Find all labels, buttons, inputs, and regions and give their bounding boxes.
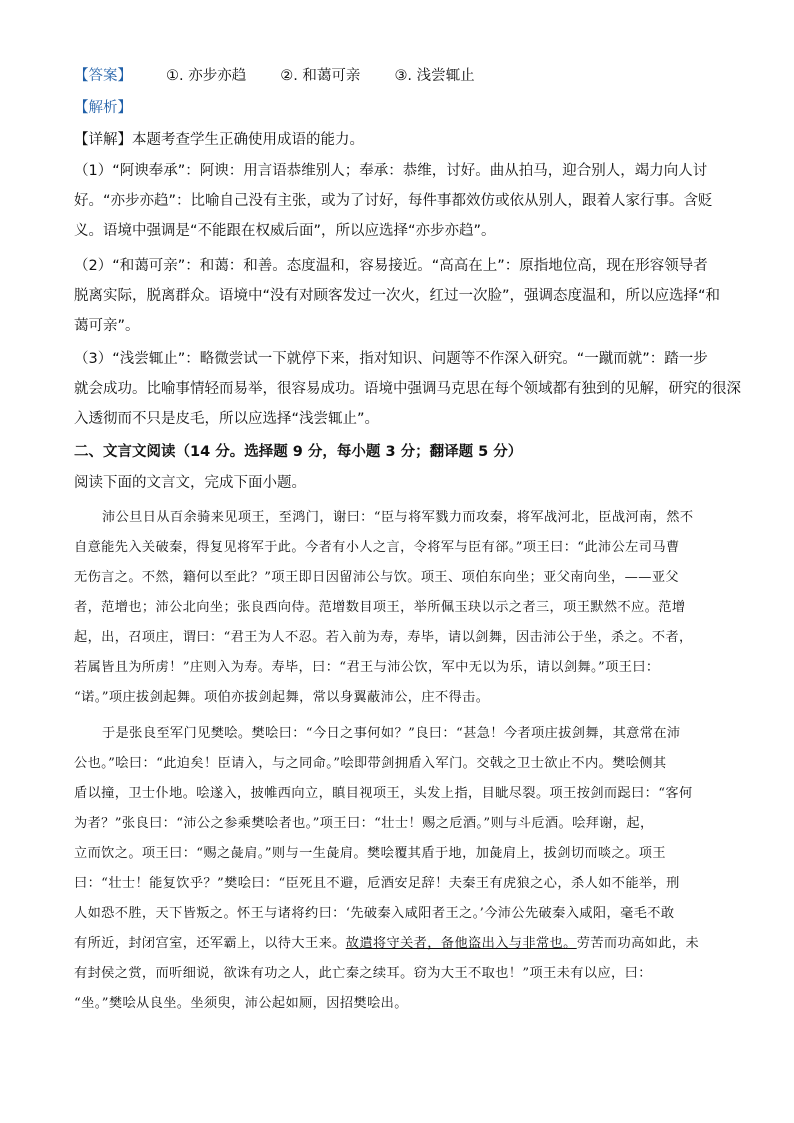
passage-p2-line-8-start: 有所近，封闭宫室，还军霸上，以待大王来。 — [74, 936, 346, 951]
passage-p1-line-6: 若属皆且为所虏！”庄则入为寿。寿毕，曰：“君王与沛公饮，军中无以为乐，请以剑舞。”项王曰： — [74, 660, 660, 675]
detail-label: 【详解】 — [74, 132, 132, 148]
passage-p2-line-6: 曰：“壮士！能复饮乎？”樊哙曰：“臣死且不避，卮酒安足辞！夫秦王有虎狼之心，杀人如不能举，刑 — [74, 876, 680, 891]
passage-p1-line-7: “诺。”项庄拔剑起舞。项伯亦拔剑起舞，常以身翼蔽沛公，庄不得击。 — [74, 690, 490, 705]
detail-p1-line-3: 义。语境中强调是“不能跟在权威后面”，所以应选择“亦步亦趋”。 — [74, 223, 496, 239]
detail-p1-line-1: （1）“阿谀奉承”：阿谀：用言语恭维别人；奉承：恭维，讨好。曲从拍马，迎合别人，竭力向人讨 — [74, 163, 708, 179]
detail-p2-line-2: 脱离实际，脱离群众。语境中“没有对顾客发过一次火，红过一次脸”，强调态度温和，所以应选择“和 — [74, 288, 721, 304]
answer-item-3: ③. 浅尝辄止 — [394, 68, 475, 84]
detail-intro: 本题考查学生正确使用成语的能力。 — [132, 132, 364, 148]
detail-intro-line — [74, 130, 734, 150]
detail-p1-line-2: 好。“亦步亦趋”：比喻自己没有主张，或为了讨好，每件事都效仿或依从别人，跟着人家行事。含贬 — [74, 193, 713, 209]
passage-p2-line-3: 盾以撞，卫士仆地。哙遂入，披帷西向立，瞋目视项王，头发上指，目眦尽裂。项王按剑而跽曰：“客何 — [74, 786, 693, 801]
passage-p1-line-5: 起，出，召项庄，谓曰：“君王为人不忍。若入前为寿，寿毕，请以剑舞，因击沛公于坐，杀之。不者， — [74, 630, 693, 645]
passage-p1-line-4: 者，范增也；沛公北向坐；张良西向侍。范增数目项王，举所佩玉玦以示之者三，项王默然不应。范增 — [74, 600, 686, 615]
underlined-translation-sentence: 故遣将守关者，备他盗出入与非常也。 — [345, 936, 577, 951]
section-instruction: 阅读下面的文言文，完成下面小题。 — [74, 475, 306, 491]
detail-p2-line-3: 蔼可亲”。 — [74, 318, 140, 334]
detail-p3-line-2: 就会成功。比喻事情轻而易举，很容易成功。语境中强调马克思在每个领域都有独到的见解，研究的很深 — [74, 381, 741, 397]
passage-p1-line-3: 无伤言之。不然，籍何以至此？”项王即日因留沛公与饮。项王、项伯东向坐；亚父南向坐，——亚父 — [74, 570, 679, 585]
passage-p2-line-9: 有封侯之赏，而听细说，欲诛有功之人，此亡秦之续耳。窃为大王不取也！”项王未有以应，曰： — [74, 966, 652, 981]
answer-item-2: ②. 和蔼可亲 — [280, 68, 361, 84]
detail-p2-line-1: （2）“和蔼可亲”：和蔼：和善。态度温和，容易接近。“高高在上”：原指地位高，现在形容领导者 — [74, 258, 708, 274]
answer-label: 【答案】 — [74, 68, 132, 84]
analysis-label: 【解析】 — [74, 100, 132, 116]
passage-p1-line-2: 自意能先入关破秦，得复见将军于此。今者有小人之言，令将军与臣有郤。”项王曰：“此沛公左司马曹 — [74, 540, 680, 555]
answer-item-1: ①. 亦步亦趋 — [166, 68, 247, 84]
detail-p3-line-3: 入透彻而不只是皮毛，所以应选择“浅尝辄止”。 — [74, 411, 380, 427]
answer-line — [74, 66, 734, 86]
passage-p2-line-2: 公也。”哙曰：“此迫矣！臣请入，与之同命。”哙即带剑拥盾入军门。交戟之卫士欲止不内。樊哙侧其 — [74, 756, 667, 771]
passage-p2-line-7: 人如恐不胜，天下皆叛之。怀王与诸将约曰：‘先破秦入咸阳者王之。’今沛公先破秦入咸阳，毫毛不敢 — [74, 906, 675, 921]
passage-p2-line-8 — [74, 934, 734, 954]
passage-p2-line-4: 为者？”张良曰：“沛公之参乘樊哙者也。”项王曰：“壮士！赐之卮酒。”则与斗卮酒。哙拜谢，起， — [74, 816, 654, 831]
detail-p3-line-1: （3）“浅尝辄止”：略微尝试一下就停下来，指对知识、问题等不作深入研究。“一蹴而就”：踏一步 — [74, 351, 708, 367]
passage-p2-line-5: 立而饮之。项王曰：“赐之彘肩。”则与一生彘肩。樊哙覆其盾于地，加彘肩上，拔剑切而啖之。项王 — [74, 846, 666, 861]
passage-p2-line-8-end: 劳苦而功高如此，未 — [576, 936, 700, 951]
section-title: 二、文言文阅读（14 分。选择题 9 分，每小题 3 分；翻译题 5 分） — [74, 444, 523, 460]
passage-p1-line-1: 沛公旦日从百余骑来见项王，至鸿门，谢曰：“臣与将军戮力而攻秦，将军战河北，臣战河南，然不 — [102, 510, 694, 525]
passage-p2-line-1: 于是张良至军门见樊哙。樊哙曰：“今日之事何如？”良曰：“甚急！今者项庄拔剑舞，其意常在沛 — [102, 726, 681, 741]
passage-p2-line-10: “坐。”樊哙从良坐。坐须臾，沛公起如厕，因招樊哙出。 — [74, 996, 408, 1011]
